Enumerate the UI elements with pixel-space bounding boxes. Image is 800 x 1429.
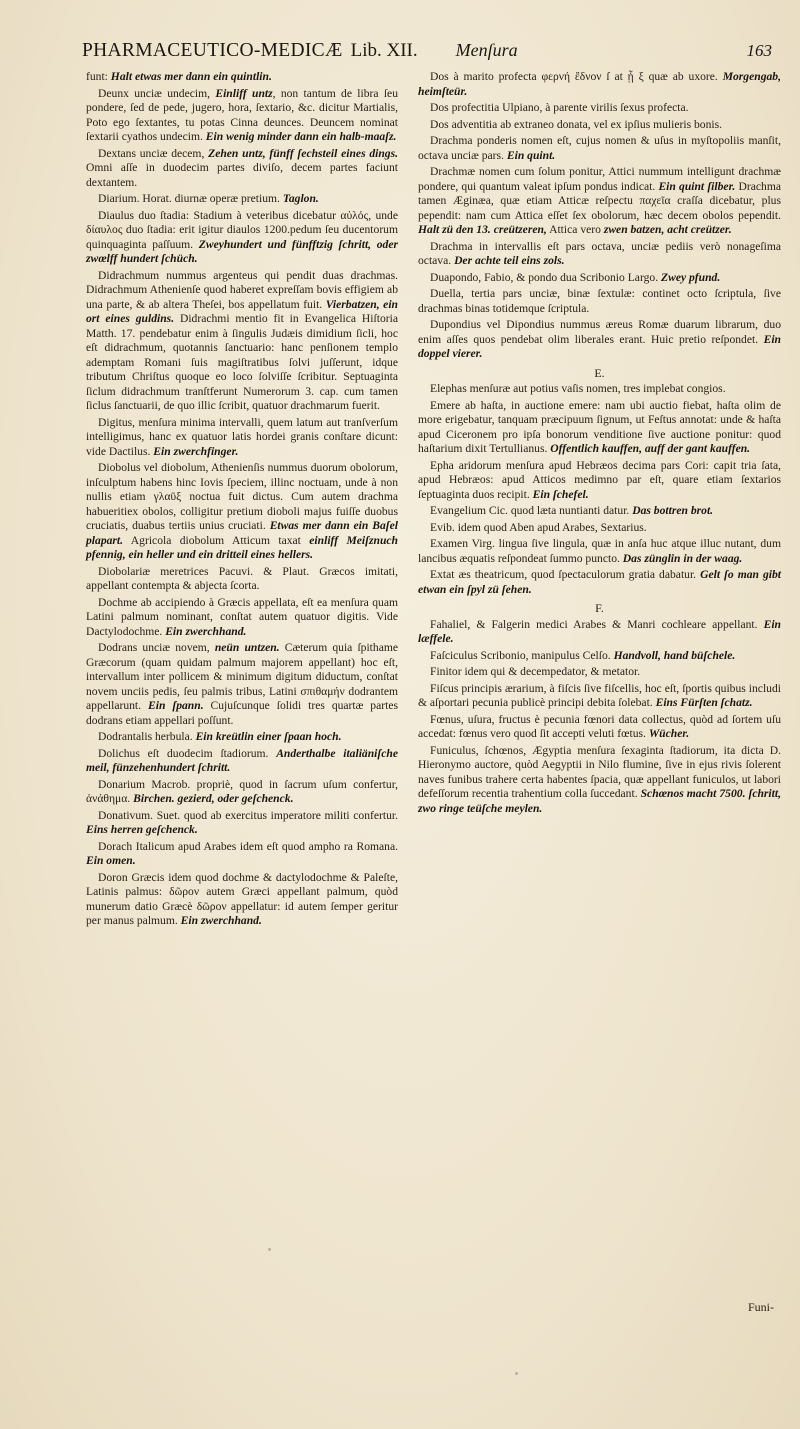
latin-text: Drachma in intervallis eſt pars octava, unciæ pediis verò nonageſima octava. xyxy=(418,239,781,267)
german-gloss: Wücher. xyxy=(648,727,690,740)
dictionary-entry xyxy=(418,271,781,286)
latin-text: Drachma ponderis nomen eſt, cujus nomen & uſus in myſtopoliis manſit, octava unciæ pars. xyxy=(418,134,781,162)
dictionary-entry xyxy=(86,87,398,145)
german-gloss: Ein doppel vierer. xyxy=(418,332,781,360)
german-gloss: zwen batzen, acht creützer. xyxy=(603,223,732,236)
german-gloss: Ein zwerchfinger. xyxy=(153,444,239,458)
german-gloss: Der achte teil eins zols. xyxy=(454,254,565,267)
german-gloss: Halt etwas mer dann ein quintlin. xyxy=(110,70,272,83)
german-gloss: Ein zwerchhand. xyxy=(165,624,247,638)
dictionary-entry xyxy=(86,209,398,267)
dictionary-entry xyxy=(418,665,781,680)
latin-text: Diobolariæ meretrices Pacuvi. & Plaut. Græcos imitati, appellant contempta & abjecta ſcorta. xyxy=(86,564,398,592)
dictionary-entry xyxy=(86,809,398,838)
dictionary-entry xyxy=(418,70,781,99)
dictionary-entry xyxy=(418,568,781,597)
german-gloss: Zweyhundert und fünfftzig ſchritt, oder zwœlff hundert ſchüch. xyxy=(86,237,398,265)
german-gloss: Etwas mer dann ein Baſel plapart. xyxy=(86,519,399,547)
dictionary-entry xyxy=(86,730,398,745)
german-gloss: Zwey pfund. xyxy=(661,270,721,284)
latin-text: Dos profectitia Ulpiano, à parente virilis ſexus profecta. xyxy=(430,101,689,114)
german-gloss: Ein ſpann. xyxy=(148,699,204,712)
german-gloss: Eins herren geſchenck. xyxy=(86,823,198,836)
dictionary-entry xyxy=(418,521,781,536)
dictionary-entry xyxy=(86,747,398,776)
german-gloss: Ein læffele. xyxy=(418,617,781,645)
left-text-column xyxy=(86,70,398,931)
dictionary-entry xyxy=(86,269,398,414)
latin-text: Dorach Italicum apud Arabes idem eſt quod ampho ra Romana. xyxy=(98,839,398,853)
german-gloss: Birchen. gezierd, oder geſchenck. xyxy=(133,792,294,805)
latin-text: Cujuſcunque ſolidi tres quartæ partes dodrans etiam appellari poſſunt. xyxy=(86,699,398,727)
german-gloss: Offentlich kauffen, auff der gant kauffen. xyxy=(550,442,751,455)
german-gloss: Das bottren brot. xyxy=(632,504,714,517)
latin-text: Epha aridorum menſura apud Hebræos decima pars Cori: capit tria ſata, apud Hebræos: apud Atticos medimno par eſt, quare etiam ſextarios ſeptuaginta duos recipit. xyxy=(418,458,781,501)
dictionary-entry xyxy=(418,537,781,566)
german-gloss: Ein omen. xyxy=(86,854,136,867)
latin-text: Duapondo, Fabio, & pondo dua Scribonio Largo. xyxy=(430,270,661,284)
german-gloss: Eins Fürſten ſchatz. xyxy=(655,696,753,709)
dictionary-entry xyxy=(86,192,398,207)
dictionary-entry xyxy=(86,416,398,460)
german-gloss: Morgengab, heimſteür. xyxy=(418,70,781,98)
latin-text: Faſciculus Scribonio, manipulus Celſo. xyxy=(430,648,614,662)
section-letter: E. xyxy=(594,365,605,380)
german-gloss: Schœnos macht 7500. ſchritt, zwo ringe teüſche meylen. xyxy=(418,787,781,815)
latin-text: Dos à marito profecta φερνή ἔδνον ſ at ᾗ ξ quæ ab uxore. xyxy=(430,70,723,83)
dictionary-entry xyxy=(86,461,398,563)
dictionary-entry xyxy=(86,871,398,929)
german-gloss: Gelt ſo man gibt etwan ein ſpyl zü ſehen. xyxy=(418,568,781,596)
catchword: Funi- xyxy=(747,1300,774,1314)
dictionary-entry xyxy=(418,318,781,362)
german-gloss: Ein quint ſilber. xyxy=(658,179,736,193)
latin-text: Fahaliel, & Falgerin medici Arabes & Manri cochleare appellant. xyxy=(430,617,764,631)
dictionary-entry xyxy=(86,596,398,640)
latin-text: Evangelium Cic. quod læta nuntianti datur. xyxy=(430,504,633,517)
german-gloss: Ein zwerchhand. xyxy=(180,914,262,927)
dictionary-entry xyxy=(418,134,781,163)
dictionary-entry xyxy=(418,101,781,116)
german-gloss: Zehen untz, fünff ſechsteil eines dings. xyxy=(208,146,399,160)
latin-text: Dupondius vel Dipondius nummus æreus Romæ duarum librarum, duo enim aſſes quos pendebat olim liberales erant. Huic pretio reſpondet. xyxy=(418,318,781,346)
latin-text: Didrachmum nummus argenteus qui pendit duas drachmas. Didrachmum Athenienſe quod haberet expreſſam bovis effigiem ab una parte, & ab altera Theſei, bos appellatum fuit. xyxy=(86,268,398,311)
latin-text: Agricola diobolum Atticum taxat xyxy=(123,533,310,547)
dictionary-entry xyxy=(86,840,398,869)
dictionary-entry xyxy=(418,399,781,457)
latin-text: Donativum. Suet. quod ab exercitus imperatore militi confertur. xyxy=(98,808,398,822)
latin-text: Doron Græcis idem quod dochme & dactylodochme & Paleſte, Latinis palmus: δῶρον autem Græci appellant palmum, quòd munerum datio Græcè δῶρον appellatur: id autem ſemper geritur per manus palmum. xyxy=(86,870,398,927)
latin-text: Diarium. Horat. diurnæ operæ pretium. xyxy=(98,192,283,205)
dictionary-entry xyxy=(418,459,781,503)
latin-text: Donarium Macrob. propriè, quod in ſacrum uſum confertur, ἀνάθημα. xyxy=(86,777,398,805)
german-gloss: Handvoll, hand büſchele. xyxy=(613,648,736,662)
section-heading: Menſura xyxy=(455,40,518,60)
german-gloss: neün untzen. xyxy=(214,641,280,654)
latin-text: Fiſcus principis ærarium, à fiſcis ſive fiſcellis, hoc eſt, ſportis quibus includi & aſportari pecunia publicè principi debita ſolebat. xyxy=(418,681,781,709)
latin-text: , non tantum de libra ſeu pondere, ſed de pede, jugero, hora, ſextario, &c. dicitur Martialis, Poto ego ſextantes, tu potas Cinna deunces. Deuncem nominat ſextarii cyathos undecim. xyxy=(86,86,398,143)
dictionary-entry xyxy=(86,147,398,191)
german-gloss: Vierbatzen, ein ort eines guldins. xyxy=(86,297,398,325)
latin-text: Diaulus duo ſtadia: Stadium à veteribus dicebatur αὐλός, unde δίαυλος duo ſtadia: erit igitur diaulos 1200.pedum ſeu ducentorum quinquaginta paſſuum. xyxy=(86,208,398,251)
latin-text: Fœnus, uſura, fructus è pecunia fœnori data collectus, quòd ad ſortem uſu accedat: fœnus vero quod ſit accepti veluti fœtus. xyxy=(418,712,781,740)
dictionary-entry xyxy=(418,744,781,817)
german-gloss: Ein quint. xyxy=(506,148,556,162)
latin-text: Dodrans unciæ novem, xyxy=(98,641,215,654)
dictionary-entry xyxy=(418,287,781,316)
german-gloss: Ein kreütlin einer ſpaan hoch. xyxy=(195,730,342,743)
latin-text: funt: xyxy=(86,70,111,83)
running-title: PHARMACEUTICO-MEDICÆ xyxy=(82,40,343,61)
right-text-column xyxy=(418,70,781,818)
dictionary-entry xyxy=(418,504,781,519)
latin-text: Didrachmi mentio fit in Evangelica Hiſtoria Matth. 17. pendebatur enim à ſingulis Judæis dimidium ſicli, hoc eſt didrachmum, quotannis ſanctuario: hanc penſionem templo ademptam Romani ſuis magiſtratibus ſolvi juſſerunt, idque tributum Chriſtus quoque eo loco ſolviſſe ſcribitur. Septuaginta ſiclum didrachmum tranſtferunt Numerorum 3. cap. cum tamen ſiclus ſanctuarii, de quo illic ſcribit, quatuor drachmarum fuerit. xyxy=(86,312,398,412)
latin-text: Emere ab haſta, in auctione emere: nam ubi auctio fiebat, haſta olim de more erigebatur, tanquam præcipuum ſignum, ut Feſtus annotat: unde & haſta apud Ciceronem pro ipſa bonorum venditione ſive auctione ponitur: quod haſtarium dixit Tertullianus. xyxy=(418,398,781,455)
latin-text: Dochme ab accipiendo à Græcis appellata, eſt ea menſura quam Latini palmum nominant, conſtat autem quatuor digitis. Vide Dactylodochme. xyxy=(86,595,398,638)
latin-text: Elephas menſuræ aut potius vaſis nomen, tres implebat congios. xyxy=(430,382,726,395)
german-gloss: Einliff untz xyxy=(215,86,273,100)
latin-text: Dos adventitia ab extraneo donata, vel ex ipſius mulieris bonis. xyxy=(430,117,723,131)
latin-text: Drachmæ nomen cum ſolum ponitur, Attici nummum intelligunt drachmæ pondere, qui quantum valeat ipſum pondus indicat. xyxy=(418,165,781,193)
dictionary-entry xyxy=(418,165,781,238)
dictionary-entry xyxy=(418,382,781,397)
latin-text: Attica vero xyxy=(546,223,604,236)
paper-speck xyxy=(515,1372,518,1375)
latin-text: Finitor idem qui & decempedator, & metator. xyxy=(430,665,641,678)
dictionary-entry xyxy=(418,240,781,269)
latin-text: Cæterum quia ſpithame Græcorum (quam quidam palmum majorem appellant) hoc eſt, intervallum inter pollicem & minimum digitum diductum, conſtat novem unciis pedis, ſeu palmis tribus, Latini σπιθαμήν dodrantem appellarunt. xyxy=(86,641,399,712)
paper-speck xyxy=(268,1248,271,1251)
latin-text: Deunx unciæ undecim, xyxy=(98,86,216,100)
latin-text: Digitus, menſura minima intervalli, quem latum aut tranſverſum intelligimus, hanc ex quatuor latis hordei granis conſtare dicunt: vide Dactilus. xyxy=(86,415,398,458)
german-gloss: Ein ſchefel. xyxy=(532,487,589,501)
latin-text: Dolichus eſt duodecim ſtadiorum. xyxy=(98,746,277,760)
latin-text: Evib. idem quod Aben apud Arabes, Sextarius. xyxy=(430,520,647,534)
book-number: Lib. XII. xyxy=(350,40,418,61)
dictionary-entry xyxy=(418,649,781,664)
dictionary-entry xyxy=(86,565,398,594)
running-header xyxy=(82,40,772,68)
latin-text: Examen Virg. lingua ſive lingula, quæ in anſa huc atque illuc nutant, dum lancibus æquatis reſpondeat ſummo puncto. xyxy=(418,537,781,565)
latin-text: Dodrantalis herbula. xyxy=(98,730,196,743)
dictionary-entry xyxy=(86,641,398,728)
latin-text: Diobolus vel diobolum, Athenienſis nummus duorum obolorum, inſculptum habens hinc Iovis ſpeciem, illinc noctuam, unde à non nullis etiam γλαῦξ noctua fuit dictus. Cum autem drachma habueritiex obolos, colligitur pretium dioboli majus fuiſſe duobus cruciatis, duabus tertiis unius cruciati. xyxy=(86,461,398,532)
section-letter: F. xyxy=(595,601,604,615)
page-number: 163 xyxy=(746,41,772,60)
latin-text: Dextans unciæ decem, xyxy=(98,146,209,160)
latin-text: Omni aſſe in duodecim partes diviſo, decem partes faciunt dextantem. xyxy=(86,161,398,189)
dictionary-entry xyxy=(418,118,781,133)
german-gloss: einliff Meiſznuch pfennig, ein heller und ein dritteil eines hellers. xyxy=(86,533,398,561)
german-gloss: Taglon. xyxy=(282,192,319,205)
latin-text: Extat æs theatricum, quod ſpectaculorum gratia dabatur. xyxy=(430,568,701,581)
german-gloss: Das zünglin in der waag. xyxy=(622,551,743,565)
german-gloss: Anderthalbe italiäniſche meil, fünzehenhundert ſchritt. xyxy=(86,746,398,774)
dictionary-entry xyxy=(86,778,398,807)
dictionary-entry xyxy=(418,618,781,647)
dictionary-entry xyxy=(86,70,398,85)
dictionary-entry xyxy=(418,682,781,711)
dictionary-entry xyxy=(418,713,781,742)
german-gloss: Halt zü den 13. creützeren, xyxy=(418,223,547,236)
latin-text: Funiculus, ſchœnos, Ægyptia menſura ſexaginta ſtadiorum, ita dicta D. Hieronymo auctore, quòd Aegyptii in Nilo flumine, ſive in ejus rivis ſolerent naves funibus trahere certa habentes ſpacia, quæ appellant funiculos, ut labori defeſſorum recentia trahentium colla ſuccedant. xyxy=(418,743,781,800)
german-gloss: Ein wenig minder dann ein halb-maaſz. xyxy=(205,130,397,143)
latin-text: Drachma tamen Æginæa, quæ etiam Atticæ reſpectu παχεῖα craſſa dicebatur, plus pependit: nam cum Attica eſſet ſex obolorum, hæc decem obolos pependit. xyxy=(418,179,781,222)
latin-text: Duella, tertia pars unciæ, binæ ſextulæ: continet octo ſcriptula, ſive drachmas binas totidemque ſcriptula. xyxy=(418,287,781,315)
